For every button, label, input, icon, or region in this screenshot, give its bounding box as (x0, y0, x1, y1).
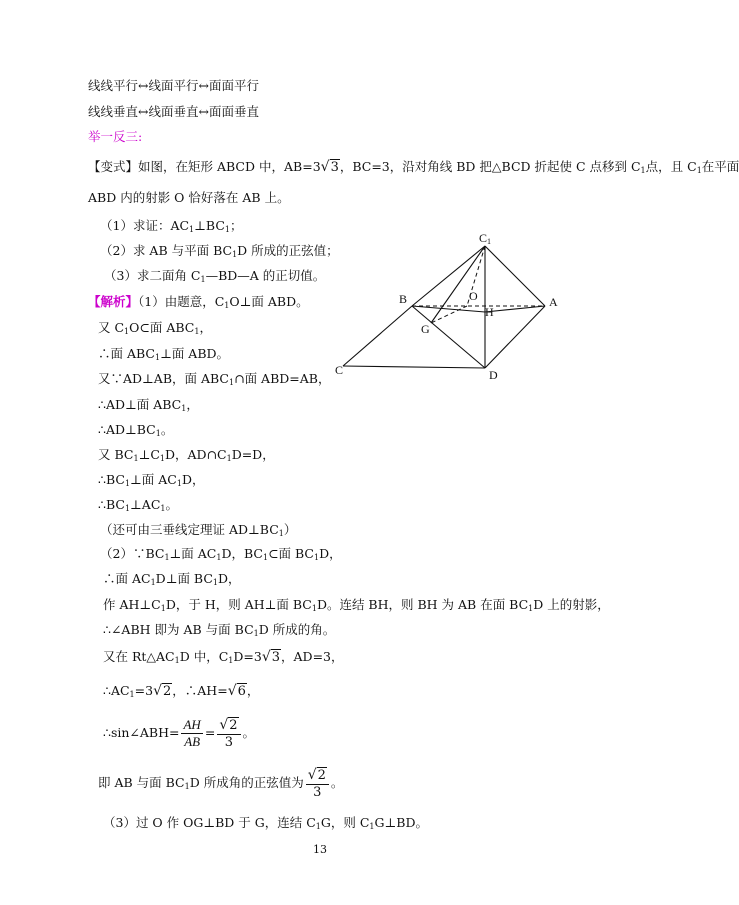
solution-line14: ∴∠ABH 即为 AB 与面 $BC_1D$ 所成的角。 (103, 622, 336, 638)
solution-line6: $\therefore AD\perp BC_1$。 (98, 422, 174, 438)
solution-line9: $\therefore BC_1\perp AC_1$。 (98, 497, 178, 513)
sqrt-c1d: √3 (261, 649, 281, 665)
text-line-parallel: 线线平行↔线面平行↔面面平行 (88, 78, 259, 93)
sqrt-ab: √3 (320, 159, 339, 175)
label-h: H (485, 305, 494, 319)
label-d: D (489, 368, 498, 382)
variant-problem-line1: 【变式】如图，在矩形 ABCD 中，AB=3√3，BC=3，沿对角线 BD 把△BCD 折起使 C 点移到 $C_1$点，且 $C_1$在平面 (88, 159, 739, 175)
solution-line17: ∴sin∠ABH= $\frac{AH}{AB}$ = $\frac{√2}{3}$ 。 (103, 716, 256, 750)
solution-line5: ∴AD⊥面 $ABC_1$， (98, 397, 199, 413)
edge-b-h (412, 306, 485, 312)
solution-line12: ∴面 $AC_1D\perp$面 $BC_1D$， (103, 571, 241, 587)
page-number: 13 (313, 843, 327, 856)
solution-line15: 又在 $Rt\triangle AC_1D$ 中，$C_1D=3√3$，AD=3， (103, 649, 344, 665)
variant-problem-line2: ABD 内的射影 O 恰好落在 AB 上。 (88, 190, 290, 205)
variant-tag: 【变式】 (88, 159, 139, 174)
fraction-result: $\frac{√2}{3}$ (306, 767, 329, 801)
edge-d-a (485, 306, 545, 368)
solution-line1: 【解析】（1）由题意，$C_1O\perp$面 ABD。 (88, 294, 309, 310)
solution-line16: $\therefore AC_1=3√2$，∴AH=√6， (103, 683, 260, 699)
edge-a-h (485, 306, 545, 312)
label-g: G (421, 322, 430, 336)
text-line-perpendicular: 线线垂直↔线面垂直↔面面垂直 (88, 104, 259, 119)
fraction-ah-ab: $\frac{AH}{AB}$ (183, 717, 201, 749)
sqrt-ah: √6 (227, 683, 246, 699)
solution-line2: 又 $C_1O\subset$面 $ABC_1$， (98, 320, 212, 336)
solution-line13: 作 $AH\perp C_1D$，于 H，则 AH⊥面 $BC_1D$。连结 BH，则 BH 为 AB 在面 $BC_1D$ 上的射影， (103, 597, 610, 613)
solution-line4: 又∵AD⊥AB，面 $ABC_1\cap$面 ABD=AB， (98, 371, 331, 387)
solution-line11: $(2)\because BC_1\perp$面 $AC_1D$，$BC_1\subset$面 $BC_1D$， (100, 546, 342, 562)
label-a: A (549, 295, 558, 309)
label-o: O (469, 289, 478, 303)
question-3: （3）求二面角 $C_1—BD—A$ 的正切值。 (104, 268, 326, 284)
edge-c-b (343, 306, 412, 366)
solution-line7: 又 $BC_1\perp C_1D$，$AD\cap C_1D=D$， (98, 447, 275, 463)
geometry-figure (335, 232, 565, 382)
solution-line8: $\therefore BC_1\perp$面 $AC_1D$， (98, 472, 205, 488)
edge-b-d (412, 306, 485, 368)
folded-rectangle-diagram (335, 232, 565, 382)
question-2: （2）求 AB 与平面 $BC_1D$ 所成的正弦值； (100, 243, 339, 259)
solution-tag: 【解析】 (88, 294, 139, 309)
label-c: C (335, 363, 344, 377)
question-1: （1）求证：$AC_1\perp BC_1$； (100, 218, 243, 234)
edge-c1-a (485, 246, 545, 306)
solution-line3: ∴面 $ABC_1\perp$面 ABD。 (98, 346, 230, 362)
label-b: B (399, 292, 408, 306)
solution-line19: （3）过 O 作 OG⊥BD 于 G，连结 $C_1G$，则 $C_1G\perp BD$。 (103, 815, 428, 831)
section-heading: 举一反三: (88, 129, 143, 144)
label-c1: C1 (479, 231, 492, 246)
solution-line10: （还可由三垂线定理证 $AD\perp BC_1$） (100, 522, 297, 538)
solution-line18: 即 AB 与面 $BC_1D$ 所成角的正弦值为 $\frac{√2}{3}$ 。 (98, 766, 344, 800)
edge-c-d (343, 366, 485, 368)
sqrt-ac1: √2 (153, 683, 172, 699)
fraction-sqrt2-3: $\frac{√2}{3}$ (217, 717, 240, 751)
